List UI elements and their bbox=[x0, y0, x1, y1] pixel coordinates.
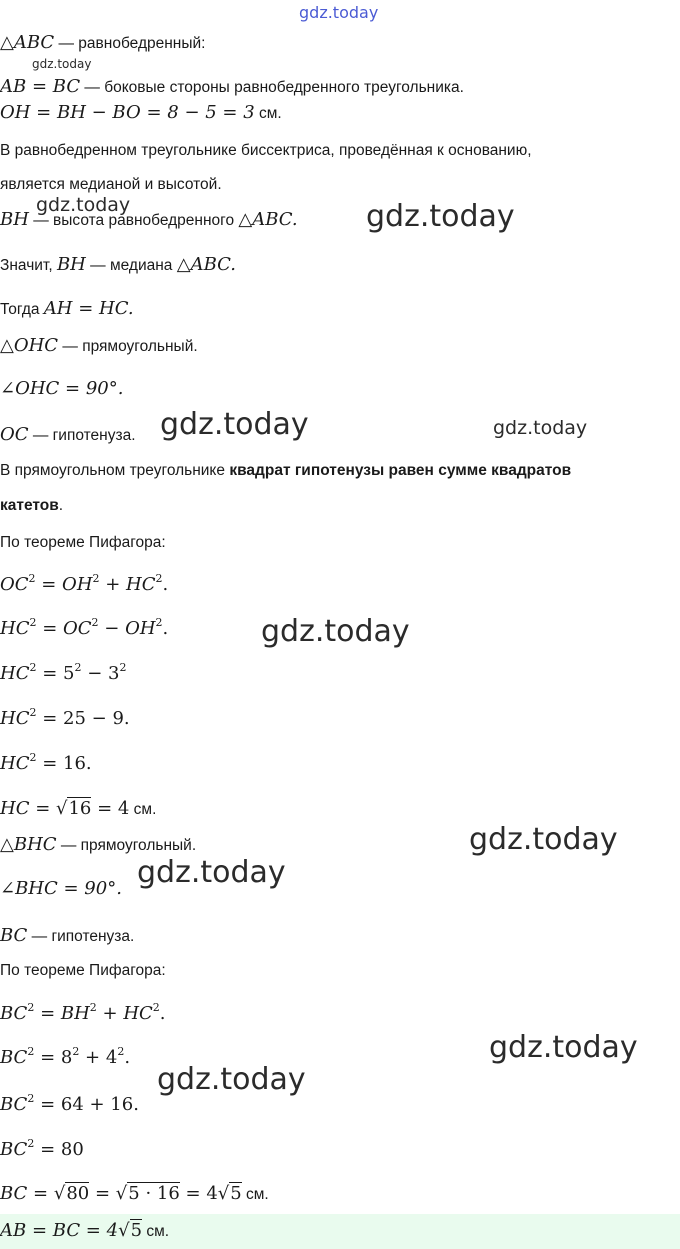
line-ah-hc bbox=[0, 298, 134, 319]
watermark: gdz.today bbox=[157, 1062, 306, 1097]
bold-text: катетов bbox=[0, 497, 59, 514]
text: см. bbox=[254, 105, 282, 122]
math-expression: BC bbox=[0, 925, 28, 946]
watermark: gdz.today bbox=[469, 822, 618, 857]
math-expression: △ABC. bbox=[238, 209, 298, 230]
line-bc2-b bbox=[0, 1047, 130, 1068]
math-part: = OH bbox=[35, 574, 93, 595]
sqrt-sign: √ bbox=[115, 1183, 128, 1204]
sqrt-sign: √ bbox=[217, 1183, 230, 1204]
radicand: 16 bbox=[68, 798, 92, 819]
math-part: = 64 + 16. bbox=[34, 1094, 139, 1115]
line-isosceles-abc bbox=[0, 32, 205, 53]
math-part: + 4 bbox=[79, 1047, 118, 1068]
exponent: 2 bbox=[27, 1137, 35, 1150]
math-expression: AB = BC bbox=[0, 76, 81, 97]
line-by-pythagoras: По теореме Пифагора: bbox=[0, 534, 166, 551]
math-part: + HC bbox=[96, 1003, 153, 1024]
watermark: gdz.today bbox=[137, 855, 286, 890]
line-oc2 bbox=[0, 574, 168, 595]
math-part: = 8 bbox=[34, 1047, 73, 1068]
text: — прямоугольный. bbox=[56, 837, 197, 854]
math-part: = 5 bbox=[36, 663, 75, 684]
math-part: = 16. bbox=[36, 753, 92, 774]
exponent: 2 bbox=[155, 572, 163, 585]
math-expression: △ABC bbox=[0, 32, 55, 53]
watermark: gdz.today bbox=[493, 417, 588, 439]
math-part: = BH bbox=[34, 1003, 90, 1024]
line-oc-hypotenuse bbox=[0, 424, 136, 445]
text: — равнобедренный: bbox=[54, 35, 206, 52]
text: Значит, bbox=[0, 257, 57, 274]
math-expression: ∠BHC = 90°. bbox=[0, 878, 122, 899]
line-bc2-c bbox=[0, 1094, 139, 1115]
text: — гипотенуза. bbox=[28, 427, 136, 444]
math-part: + HC bbox=[99, 574, 156, 595]
line-bhc-right bbox=[0, 834, 196, 855]
bold-text: квадрат гипотенузы равен сумме квадратов bbox=[229, 462, 572, 479]
line-bisector-rule: В равнобедренном треугольнике биссектриса, проведённая к основанию, bbox=[0, 142, 532, 159]
watermark: gdz.today bbox=[36, 194, 131, 216]
math-part: = bbox=[89, 1183, 116, 1204]
math-part: = 80 bbox=[34, 1139, 84, 1160]
line-pythagoras-rule-cont bbox=[0, 497, 63, 515]
line-bc2-a bbox=[0, 1003, 166, 1024]
line-by-pythagoras-2: По теореме Пифагора: bbox=[0, 962, 166, 979]
math-expression: △ABC. bbox=[176, 254, 236, 275]
math-part: AB = BC = 4 bbox=[0, 1220, 119, 1241]
math-part: . bbox=[162, 618, 169, 639]
watermark: gdz.today bbox=[261, 614, 410, 649]
math-part: − 3 bbox=[81, 663, 120, 684]
exponent: 2 bbox=[29, 751, 37, 764]
radicand: 5 bbox=[230, 1183, 242, 1204]
math-part: HC bbox=[0, 618, 30, 639]
line-angle-bhc bbox=[0, 878, 122, 899]
math-part: = 4 bbox=[91, 798, 130, 819]
line-bc bbox=[0, 1183, 269, 1204]
math-expression: ∠OHC = 90°. bbox=[0, 378, 124, 399]
exponent: 2 bbox=[152, 1001, 160, 1014]
text: Тогда bbox=[0, 301, 44, 318]
line-pythagoras-rule bbox=[0, 462, 571, 480]
math-part: = 25 − 9. bbox=[36, 708, 130, 729]
exponent: 2 bbox=[27, 1092, 35, 1105]
line-bisector-rule-cont: является медианой и высотой. bbox=[0, 176, 222, 193]
text: — высота равнобедренного bbox=[28, 212, 239, 229]
exponent: 2 bbox=[72, 1045, 80, 1058]
exponent: 2 bbox=[27, 1001, 35, 1014]
line-bh-median bbox=[0, 254, 236, 275]
line-bh-height bbox=[0, 209, 298, 230]
math-part: HC bbox=[0, 708, 30, 729]
math-part: BC = bbox=[0, 1183, 54, 1204]
exponent: 2 bbox=[89, 1001, 97, 1014]
exponent: 2 bbox=[28, 572, 36, 585]
math-part: − OH bbox=[98, 618, 156, 639]
text: — медиана bbox=[85, 257, 177, 274]
watermark: gdz.today bbox=[160, 407, 309, 442]
radicand: 80 bbox=[66, 1183, 90, 1204]
watermark: gdz.today bbox=[32, 57, 92, 71]
math-part: HC bbox=[0, 663, 30, 684]
watermark: gdz.today bbox=[489, 1030, 638, 1065]
sqrt-sign: √ bbox=[118, 1220, 130, 1241]
final-answer bbox=[0, 1220, 169, 1241]
exponent: 2 bbox=[29, 706, 37, 719]
exponent: 2 bbox=[29, 661, 37, 674]
math-part: . bbox=[159, 1003, 166, 1024]
math-expression: OC bbox=[0, 424, 29, 445]
math-part: BC bbox=[0, 1003, 28, 1024]
math-expression: AH = HC. bbox=[43, 298, 134, 319]
exponent: 2 bbox=[27, 1045, 35, 1058]
math-part: = OC bbox=[36, 618, 92, 639]
math-expression: OH = BH − BO = 8 − 5 = 3 bbox=[0, 102, 255, 123]
line-hc bbox=[0, 798, 156, 819]
exponent: 2 bbox=[119, 661, 127, 674]
text: В прямоугольном треугольнике bbox=[0, 462, 230, 479]
line-hc2-c bbox=[0, 708, 130, 729]
line-bc-hypotenuse bbox=[0, 925, 134, 946]
line-hc2-a bbox=[0, 618, 168, 639]
exponent: 2 bbox=[117, 1045, 125, 1058]
line-ab-bc bbox=[0, 76, 464, 97]
line-angle-ohc bbox=[0, 378, 123, 399]
exponent: 2 bbox=[74, 661, 82, 674]
math-part: = 4 bbox=[179, 1183, 218, 1204]
exponent: 2 bbox=[155, 616, 163, 629]
text: см. bbox=[142, 1223, 170, 1240]
sqrt-sign: √ bbox=[53, 1183, 66, 1204]
math-part: BC bbox=[0, 1047, 28, 1068]
line-oh bbox=[0, 102, 282, 123]
watermark: gdz.today bbox=[299, 3, 379, 22]
math-expression: BH bbox=[56, 254, 86, 275]
watermark: gdz.today bbox=[366, 199, 515, 234]
text: . bbox=[58, 497, 64, 514]
math-part: BC bbox=[0, 1139, 28, 1160]
math-expression: △OHC bbox=[0, 335, 59, 356]
radicand: 5 bbox=[130, 1220, 143, 1241]
line-hc2-d bbox=[0, 753, 92, 774]
text: см. bbox=[129, 801, 157, 818]
math-part: OC bbox=[0, 574, 29, 595]
exponent: 2 bbox=[29, 616, 37, 629]
line-bc2-d bbox=[0, 1139, 84, 1160]
math-part: . bbox=[162, 574, 169, 595]
line-ohc-right bbox=[0, 335, 198, 356]
text: см. bbox=[241, 1186, 269, 1203]
radicand: 5 · 16 bbox=[128, 1183, 180, 1204]
text: — прямоугольный. bbox=[58, 338, 198, 355]
text: — боковые стороны равнобедренного треугольника. bbox=[80, 79, 464, 96]
sqrt-sign: √ bbox=[56, 798, 68, 819]
exponent: 2 bbox=[92, 572, 100, 585]
math-expression: BH bbox=[0, 209, 29, 230]
math-part: HC bbox=[0, 753, 30, 774]
math-expression: △BHC bbox=[0, 834, 57, 855]
math-part: BC bbox=[0, 1094, 28, 1115]
math-part: . bbox=[124, 1047, 131, 1068]
text: — гипотенуза. bbox=[27, 928, 135, 945]
exponent: 2 bbox=[91, 616, 99, 629]
line-hc2-b bbox=[0, 663, 126, 684]
math-part: HC = bbox=[0, 798, 56, 819]
